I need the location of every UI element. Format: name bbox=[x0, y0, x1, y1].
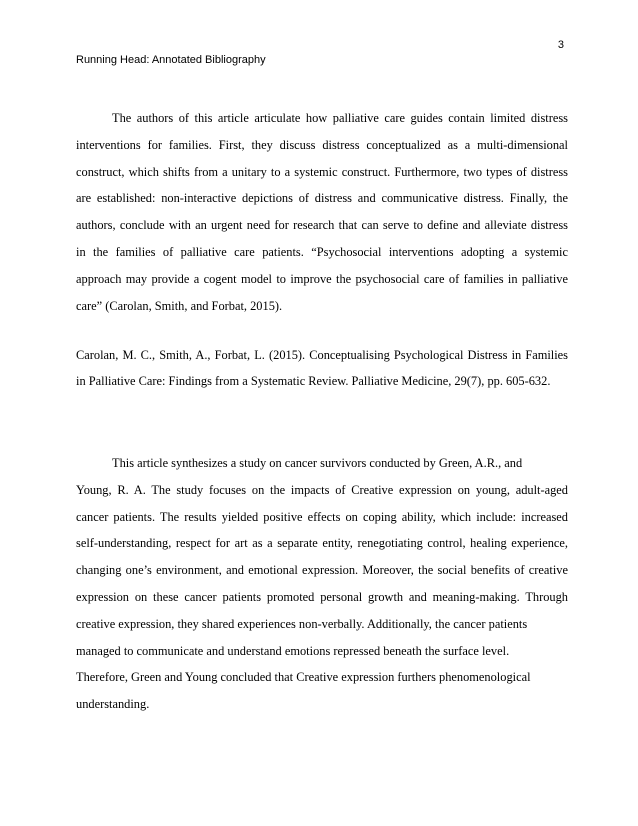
annotation-paragraph-2 bbox=[76, 450, 568, 718]
citation-line: in Palliative Care: Findings from a Systematic Review. Palliative Medicine, 29(7), pp. 605-632. bbox=[76, 374, 551, 388]
page-number: 3 bbox=[557, 39, 564, 51]
paragraph-line: interventions for families. First, they discuss distress conceptualized as a multi-dimensional bbox=[76, 137, 568, 152]
running-head: Running Head: Annotated Bibliography bbox=[76, 54, 266, 66]
paragraph-line: expression on these cancer patients promoted personal growth and meaning-making. Through bbox=[76, 589, 568, 604]
paragraph-line: in the families of palliative care patients. “Psychosocial interventions adopting a systemic bbox=[76, 244, 568, 259]
paragraph-line: Therefore, Green and Young concluded that Creative expression furthers phenomenological bbox=[76, 670, 531, 685]
paragraph-line: construct, which shifts from a unitary to a systemic construct. Furthermore, two types of distress bbox=[76, 164, 568, 179]
annotation-paragraph-1 bbox=[76, 105, 568, 319]
paragraph-line: understanding. bbox=[76, 697, 150, 712]
paragraph-line: Young, R. A. The study focuses on the impacts of Creative expression on young, adult-aged bbox=[76, 482, 568, 497]
paragraph-line: changing one’s environment, and emotional expression. Moreover, the social benefits of creative bbox=[76, 563, 568, 578]
citation-1 bbox=[76, 342, 568, 394]
paragraph-line: The authors of this article articulate how palliative care guides contain limited distress bbox=[112, 111, 568, 125]
paragraph-line: are established: non-interactive depictions of distress and communicative distress. Finally, the bbox=[76, 191, 568, 206]
citation-line: Carolan, M. C., Smith, A., Forbat, L. (2015). Conceptualising Psychological Distress in Families bbox=[76, 348, 568, 362]
paragraph-line: This article synthesizes a study on cancer survivors conducted by Green, A.R., and bbox=[112, 456, 523, 470]
paragraph-line: authors, conclude with an urgent need for research that can serve to define and alleviate distress bbox=[76, 218, 568, 233]
paragraph-line: managed to communicate and understand emotions repressed beneath the surface level. bbox=[76, 643, 510, 658]
paragraph-line: approach may provide a cogent model to improve the psychosocial care of families in palliative bbox=[76, 271, 568, 286]
paragraph-line: self-understanding, respect for art as a separate entity, renegotiating control, healing experience, bbox=[76, 536, 568, 551]
paragraph-line: care” (Carolan, Smith, and Forbat, 2015). bbox=[76, 298, 283, 313]
paragraph-line: cancer patients. The results yielded positive effects on coping ability, which include: increased bbox=[76, 509, 568, 524]
paragraph-line: creative expression, they shared experiences non-verbally. Additionally, the cancer patients bbox=[76, 616, 528, 631]
